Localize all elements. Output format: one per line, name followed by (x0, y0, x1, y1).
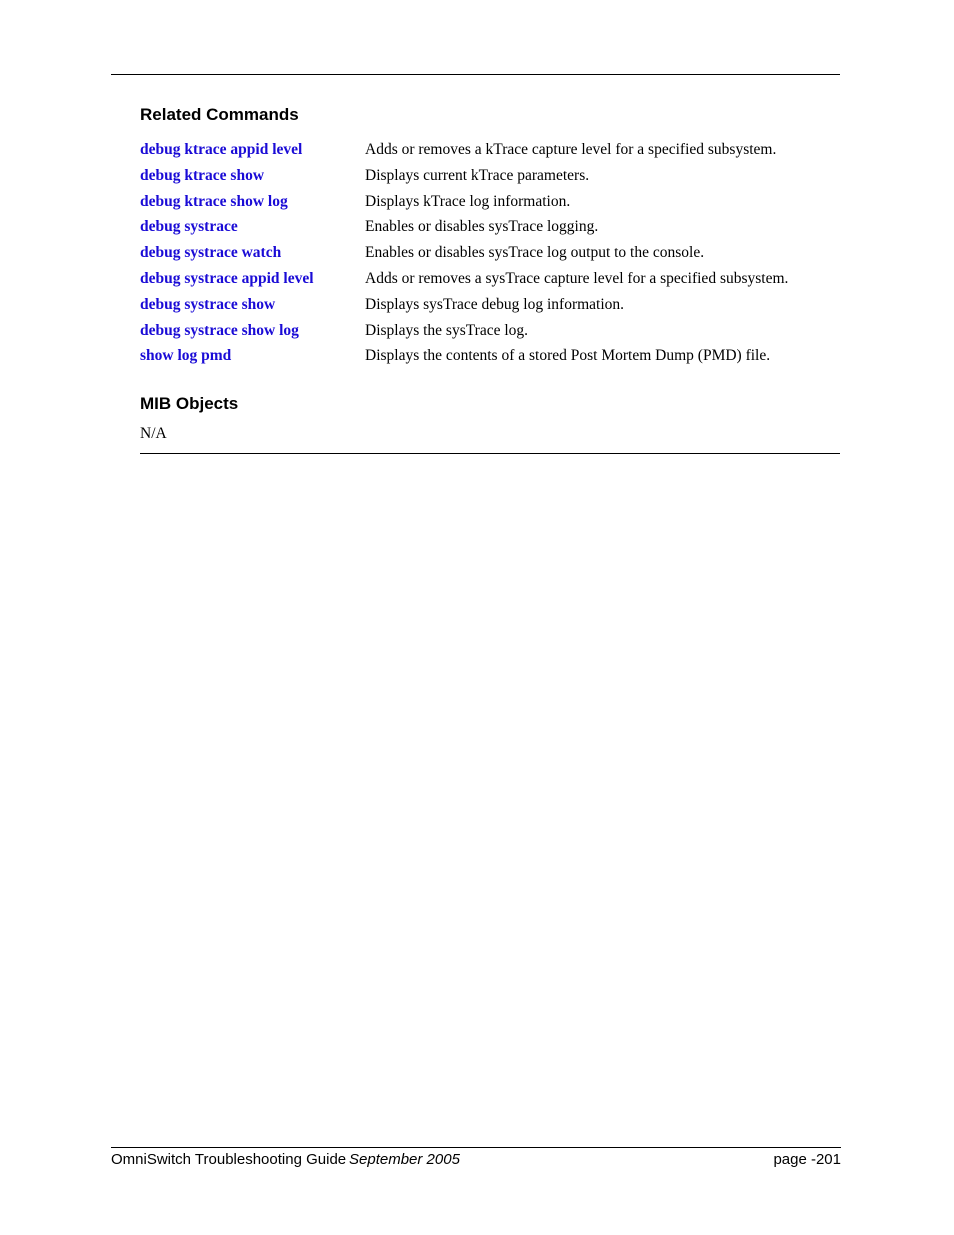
footer-page-number: page -201 (773, 1151, 841, 1168)
table-row (140, 296, 840, 322)
command-link-show-log-pmd[interactable]: show log pmd (140, 347, 232, 365)
command-link-debug-systrace-show[interactable]: debug systrace show (140, 295, 276, 313)
table-row (140, 218, 840, 244)
command-description: Displays current kTrace parameters. (365, 166, 590, 184)
command-link-debug-ktrace-appid-level[interactable]: debug ktrace appid level (140, 141, 303, 158)
table-row (140, 270, 840, 296)
command-description: Displays the sysTrace log. (365, 321, 529, 339)
command-link-debug-systrace-appid-level[interactable]: debug systrace appid level (140, 269, 314, 287)
related-commands-heading: Related Commands (140, 105, 299, 124)
footer-date: September 2005 (349, 1151, 460, 1168)
section-end-rule (140, 453, 840, 454)
command-description: Displays kTrace log information. (365, 192, 571, 210)
command-link-debug-systrace-watch[interactable]: debug systrace watch (140, 244, 282, 262)
top-rule (111, 74, 840, 75)
command-description: Enables or disables sysTrace log output to the console. (365, 244, 705, 262)
footer-rule (111, 1147, 841, 1148)
command-description: Displays the contents of a stored Post Mortem Dump (PMD) file. (365, 347, 771, 365)
mib-objects-value: N/A (140, 425, 167, 442)
command-link-debug-ktrace-show-log[interactable]: debug ktrace show log (140, 192, 288, 210)
command-description: Adds or removes a kTrace capture level for a specified subsystem. (365, 141, 777, 158)
command-description: Enables or disables sysTrace logging. (365, 218, 599, 236)
table-row (140, 244, 840, 270)
table-row (140, 167, 840, 193)
command-description: Displays sysTrace debug log information. (365, 295, 625, 313)
table-row (140, 193, 840, 219)
table-row (140, 141, 840, 167)
command-link-debug-systrace-show-log[interactable]: debug systrace show log (140, 321, 299, 339)
command-link-debug-ktrace-show[interactable]: debug ktrace show (140, 166, 265, 184)
mib-objects-heading: MIB Objects (140, 394, 239, 413)
footer-guide-title: OmniSwitch Troubleshooting Guide (111, 1151, 347, 1168)
command-link-debug-systrace[interactable]: debug systrace (140, 218, 238, 236)
table-row (140, 347, 840, 373)
related-commands-table (140, 141, 840, 373)
table-row (140, 322, 840, 348)
command-description: Adds or removes a sysTrace capture level for a specified subsystem. (365, 269, 789, 287)
